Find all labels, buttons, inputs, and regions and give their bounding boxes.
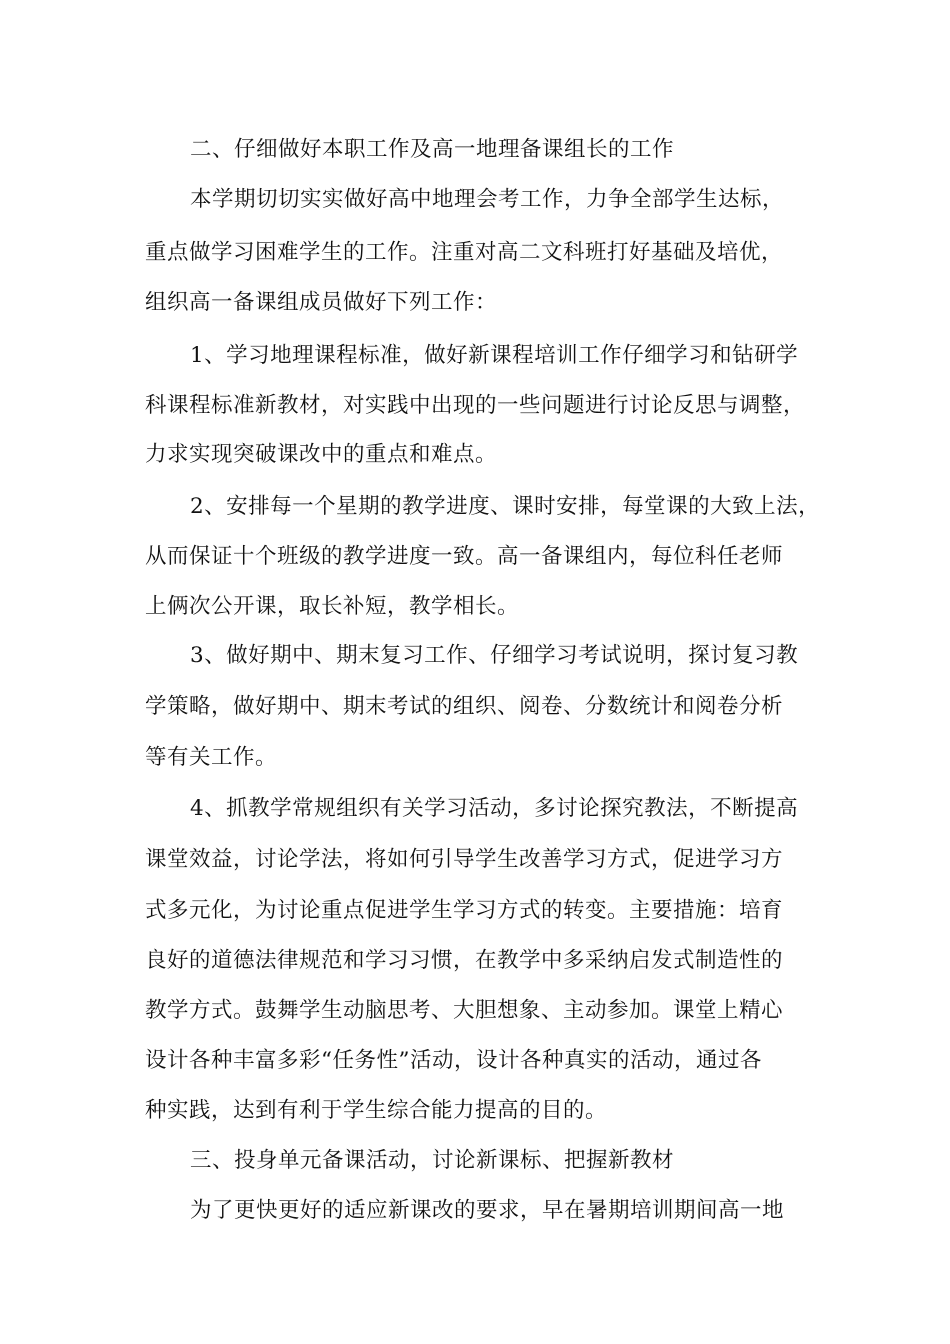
item-3-line-2: 学策略，做好期中、期末考试的组织、阅卷、分数统计和阅卷分析: [145, 694, 784, 719]
item-4-line-7: 种实践，达到有利于学生综合能力提高的目的。: [145, 1098, 608, 1123]
intro-line-3: 组织高一备课组成员做好下列工作：: [145, 290, 498, 315]
item-2-line-1: 2、安排每一个星期的教学进度、课时安排，每堂课的大致上法，: [190, 494, 821, 519]
item-4-line-3: 式多元化，为讨论重点促进学生学习方式的转变。主要措施：培育: [145, 898, 784, 923]
item-2-line-3: 上俩次公开课，取长补短，教学相长。: [145, 594, 520, 619]
item-4-line-6: 设计各种丰富多彩“任务性”活动，设计各种真实的活动，通过各: [145, 1048, 762, 1073]
intro-line-2: 重点做学习困难学生的工作。注重对高二文科班打好基础及培优，: [145, 240, 784, 265]
item-4-line-1: 4、抓教学常规组织有关学习活动，多讨论探究教法，不断提高: [190, 796, 799, 821]
item-3-line-3: 等有关工作。: [145, 745, 278, 770]
item-1-line-3: 力求实现突破课改中的重点和难点。: [145, 442, 498, 467]
para-3-line-1: 为了更快更好的适应新课改的要求，早在暑期培训期间高一地: [190, 1198, 785, 1223]
item-2-line-2: 从而保证十个班级的教学进度一致。高一备课组内，每位科任老师: [145, 544, 784, 569]
intro-line-1: 本学期切切实实做好高中地理会考工作，力争全部学生达标，: [190, 187, 785, 212]
item-4-line-2: 课堂效益，讨论学法，将如何引导学生改善学习方式，促进学习方: [145, 847, 784, 872]
item-1-line-1: 1、学习地理课程标准，做好新课程培训工作仔细学习和钻研学: [190, 343, 799, 368]
section-heading-2: 二、仔细做好本职工作及高一地理备课组长的工作: [190, 137, 675, 162]
item-1-line-2: 科课程标准新教材，对实践中出现的一些问题进行讨论反思与调整，: [145, 393, 806, 418]
section-heading-3: 三、投身单元备课活动，讨论新课标、把握新教材: [190, 1148, 675, 1173]
item-3-line-1: 3、做好期中、期末复习工作、仔细学习考试说明，探讨复习教: [190, 643, 799, 668]
item-4-line-4: 良好的道德法律规范和学习习惯，在教学中多采纳启发式制造性的: [145, 948, 784, 973]
item-4-line-5: 教学方式。鼓舞学生动脑思考、大胆想象、主动参加。课堂上精心: [145, 998, 784, 1023]
